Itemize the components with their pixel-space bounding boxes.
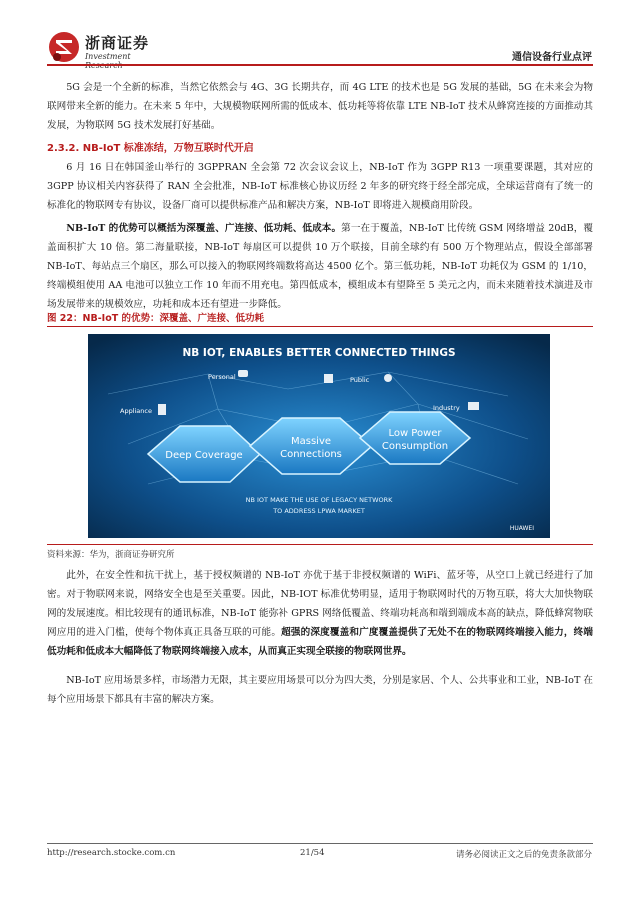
footer-url[interactable]: http://research.stocke.com.cn (47, 848, 176, 858)
paragraph-3 (47, 219, 593, 314)
appliance-icon (158, 404, 166, 415)
figure-title: 图 22：NB-IoT 的优势：深覆盖、广连接、低功耗 (47, 313, 265, 324)
car-icon (238, 370, 248, 377)
paragraph-3-highlight: NB-IoT 的优势可以概括为深覆盖、广连接、低功耗、低成本。 (66, 223, 342, 234)
paragraph-3-text: 第一在于覆盖，NB-IoT 比传统 GSM 网络增益 20dB，覆盖面积扩大 10 倍。第二海量联接，NB-IoT 每扇区可以提供 10 万个联接，目前全球约有 500 万个物理站点，假设全部部署 NB-IoT、每站点三个扇区，那么可以接入的物联网终端数将高达 4500 亿个。第三低功耗，NB-IoT 功耗仅为 GSM 的 1/10，终端模组使用 AA 电池可以独立工作 10 年而不用充电。第四低成本，模组成本有望降至 5 美元之内，而未来随着技术演进及市场发展带来的规模效应，功耗和成本还有望进一步降低。 (47, 223, 593, 310)
nb-iot-advantages-figure (88, 334, 550, 538)
page-number: 21/54 (300, 848, 325, 858)
factory-icon (468, 402, 479, 410)
paragraph-5: NB-IoT 应用场景多样，市场潜力无限，其主要应用场景可以分为四大类，分别是家居、个人、公共事业和工业，NB-IoT 在每个应用场景下都具有丰富的解决方案。 (47, 675, 593, 705)
label-personal: Personal (208, 373, 236, 381)
paragraph-1: 5G 会是一个全新的标准，当然它依然会与 4G、3G 长期共存，而 4G LTE 的技术也是 5G 发展的基础，5G 在未来会为物联网带来全新的能力。在未来 5 年中，大规模物联网所需的低成本、低功耗等将依靠 LTE NB-IoT 技术从蜂窝连接的方面推动其发展，为物联网 5G 技术发展打好基础。 (47, 82, 593, 131)
figure-tagline-1: NB IOT MAKE THE USE OF LEGACY NETWORK (245, 496, 393, 504)
header-divider (47, 64, 593, 66)
paragraph-4 (47, 566, 593, 661)
label-industry: Industry (433, 404, 460, 412)
company-logo (47, 28, 167, 68)
label-public: Public (350, 376, 370, 384)
paragraph-4-highlight: 超强的深度覆盖和广度覆盖提供了无处不在的物联网终端接入能力，终端低功耗和低成本大幅降低了物联网终端接入成本，从而真正实现全联接的物联网世界。 (47, 627, 594, 657)
section-heading: 2.3.2. NB-IoT 标准冻结，万物互联时代开启 (47, 143, 254, 154)
footer-divider (47, 843, 593, 844)
hex-massive-label-2: Connections (280, 449, 342, 460)
logo-text-cn: 浙商证券 (85, 34, 150, 52)
footer-disclaimer: 请务必阅读正文之后的免责条款部分 (455, 850, 592, 860)
figure-source: 资料来源：华为，浙商证券研究所 (47, 550, 175, 560)
hex-lowpower-label-1: Low Power (388, 428, 442, 439)
hex-massive-label-1: Massive (290, 436, 332, 447)
figure-title-divider (47, 326, 593, 327)
figure-source-divider (47, 544, 593, 545)
paragraph-4-text: 此外，在安全性和抗干扰上，基于授权频谱的 NB-IoT 亦优于基于非授权频谱的 WiFi、蓝牙等，从空口上就已经进行了加密。对于物联网来说，网络安全也是至关重要。因此，NB-IOT 标准优势明显，适用于物联网时代的万物互联，将大大加快物联网的发展速度。相比较现有的通讯标准，NB-IoT 能弥补 GPRS 网络低覆盖、终端功耗高和端到端成本高的缺点，降低蜂窝物联网应用的进入门槛，使每个物体真正具备互联的可能。 (47, 570, 593, 638)
building-icon (324, 374, 333, 383)
hex-deep-coverage-label: Deep Coverage (165, 450, 243, 461)
bulb-icon (384, 374, 392, 382)
figure-banner: NB IOT, ENABLES BETTER CONNECTED THINGS (182, 347, 456, 359)
label-appliance: Appliance (120, 407, 152, 415)
report-type: 通信设备行业点评 (512, 52, 592, 63)
paragraph-2: 6 月 16 日在韩国釜山举行的 3GPPRAN 全会第 72 次会议会议上，NB-IoT 作为 3GPP R13 一项重要课题，其对应的 3GPP 协议相关内容获得了 RAN 全会批准，NB-IoT 标准核心协议历经 2 年多的研究终于经全部完成，全球运营商有了统一的标准化的物联网专有协议，设备厂商可以提供标准产品和解决方案，NB-IoT 即将进入规模商用阶段。 (47, 162, 593, 211)
hex-lowpower-label-2: Consumption (381, 441, 449, 452)
logo-mark-icon (47, 30, 81, 64)
logo-text-en: Investment (85, 52, 131, 61)
figure-brand: HUAWEI (509, 525, 534, 532)
figure-tagline-2: TO ADDRESS LPWA MARKET (273, 507, 365, 515)
